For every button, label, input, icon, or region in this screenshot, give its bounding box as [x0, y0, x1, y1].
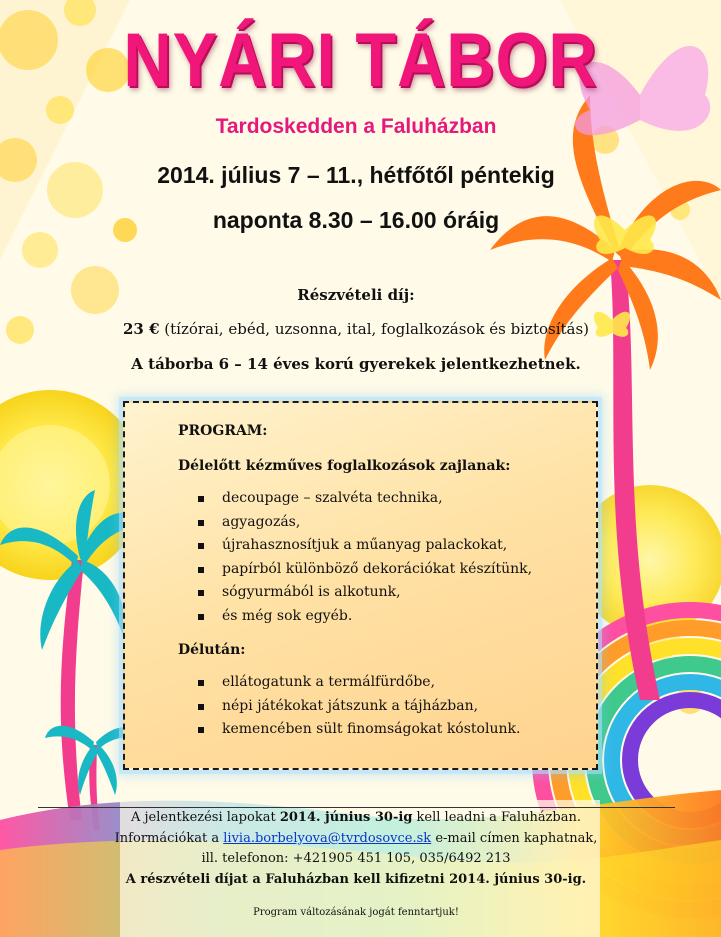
morning-list — [198, 487, 596, 628]
bullet-icon — [198, 614, 204, 620]
daily-hours: naponta 8.30 – 16.00 óráig — [212, 207, 500, 233]
footer-contact: Információkat a livia.borbelyova@tvrdosovce.sk e-mail címen kaphatnak, — [114, 831, 598, 846]
footer-deadline: A jelentkezési lapokat 2014. június 30-ig kell leadni a Faluházban. — [131, 810, 581, 825]
list-item: agyagozás, — [198, 511, 596, 535]
program-heading: PROGRAM: — [178, 423, 268, 439]
list-item: kemencében sült finomságokat kóstolunk. — [198, 718, 596, 742]
list-item: sógyurmából is alkotunk, — [198, 581, 596, 605]
fee-details: (tízórai, ebéd, uzsonna, ital, foglalkozások és biztosítás) — [159, 320, 590, 338]
list-item: ellátogatunk a termálfürdőbe, — [198, 671, 596, 695]
list-item: decoupage – szalvéta technika, — [198, 487, 596, 511]
bullet-icon — [198, 590, 204, 596]
list-item: papírból különböző dekorációkat készítünk, — [198, 558, 596, 582]
footer-divider — [38, 807, 675, 808]
list-item: és még sok egyéb. — [198, 605, 596, 629]
fee-label: Részvételi díj: — [297, 286, 415, 304]
footer-note: Program változásának jogát fenntartjuk! — [253, 907, 459, 918]
fee-line — [0, 320, 712, 338]
list-item: népi játékokat játszunk a tájházban, — [198, 695, 596, 719]
morning-heading: Délelőtt kézműves foglalkozások zajlanak: — [178, 458, 511, 474]
afternoon-heading: Délután: — [178, 642, 246, 658]
list-item: újrahasznosítjuk a műanyag palackokat, — [198, 534, 596, 558]
camp-dates: 2014. július 7 – 11., hétfőtől péntekig — [157, 162, 555, 188]
bullet-icon — [198, 496, 204, 502]
bullet-icon — [198, 680, 204, 686]
footer-payment: A részvételi díjat a Faluházban kell kifizetni 2014. június 30-ig. — [125, 872, 587, 887]
afternoon-list — [198, 671, 596, 742]
page-title: NYÁRI TÁBOR — [123, 18, 598, 103]
bullet-icon — [198, 520, 204, 526]
bullet-icon — [198, 727, 204, 733]
program-box — [123, 401, 598, 770]
email-link[interactable]: livia.borbelyova@tvrdosovce.sk — [223, 831, 432, 846]
bullet-icon — [198, 543, 204, 549]
fee-amount: 23 € — [122, 320, 160, 338]
bullet-icon — [198, 704, 204, 710]
bullet-icon — [198, 567, 204, 573]
footer-phone: ill. telefonon: +421905 451 105, 035/6492 213 — [201, 851, 511, 866]
venue-subtitle: Tardoskedden a Faluházban — [215, 115, 497, 138]
age-requirement: A táborba 6 – 14 éves korú gyerekek jelentkezhetnek. — [131, 355, 581, 373]
